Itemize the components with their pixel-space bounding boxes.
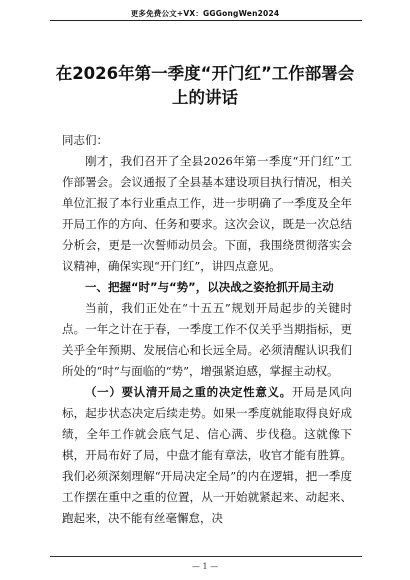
- subsection-1-paragraph: [62, 382, 352, 529]
- document-body: [62, 130, 352, 529]
- salutation: 同志们：: [62, 133, 108, 147]
- section-1-paragraph: 当前，我们正处在“十五五”规划开局起步的关键时点。一年之计在于春，一季度工作不仅关乎当期指标，更关乎全年预期、发展信心和长远全局。必须清醒认识我们所处的“时”与面临的“势”，增强紧迫感，掌握主动权。: [62, 301, 352, 378]
- document-title: 在2026年第一季度“开门红”工作部署会上的讲话: [55, 64, 355, 107]
- intro-paragraph: 刚才，我们召开了全县2026年第一季度“开门红”工作部署会。会议通报了全县基本建设项目执行情况，相关单位汇报了本行业重点工作，进一步明确了一季度及全年开局工作的方向、任务和要求。这次会议，既是一次总结分析会，更是一次誓师动员会。下面，我围绕贯彻落实会议精神，确保实现“开门红”，讲四点意见。: [62, 154, 352, 273]
- footer-divider: [50, 556, 362, 557]
- subsection-heading-1: （一）要认清开局之重的决定性意义。: [85, 385, 292, 399]
- header-note: 更多免费公文+VX：GGGongWen2024: [130, 9, 280, 18]
- section-heading-1: 一、把握“时”与“势”，以决战之姿抢抓开局主动: [85, 280, 334, 294]
- page-number: — 1 —: [191, 562, 219, 571]
- header-divider: [50, 20, 362, 21]
- subsection-1-text: 开局是风向标，起步状态决定后续走势。如果一季度就能取得良好成绩，全年工作就会底气足、信心满、步伐稳。这就像下棋，开局布好了局，中盘才能有章法，收官才能有胜算。我们必须深刻理解“开局决定全局”的内在逻辑，把一季度工作摆在重中之重的位置，从一开始就紧起来、动起来、跑起来，决不能有丝毫懈怠，决: [62, 385, 353, 525]
